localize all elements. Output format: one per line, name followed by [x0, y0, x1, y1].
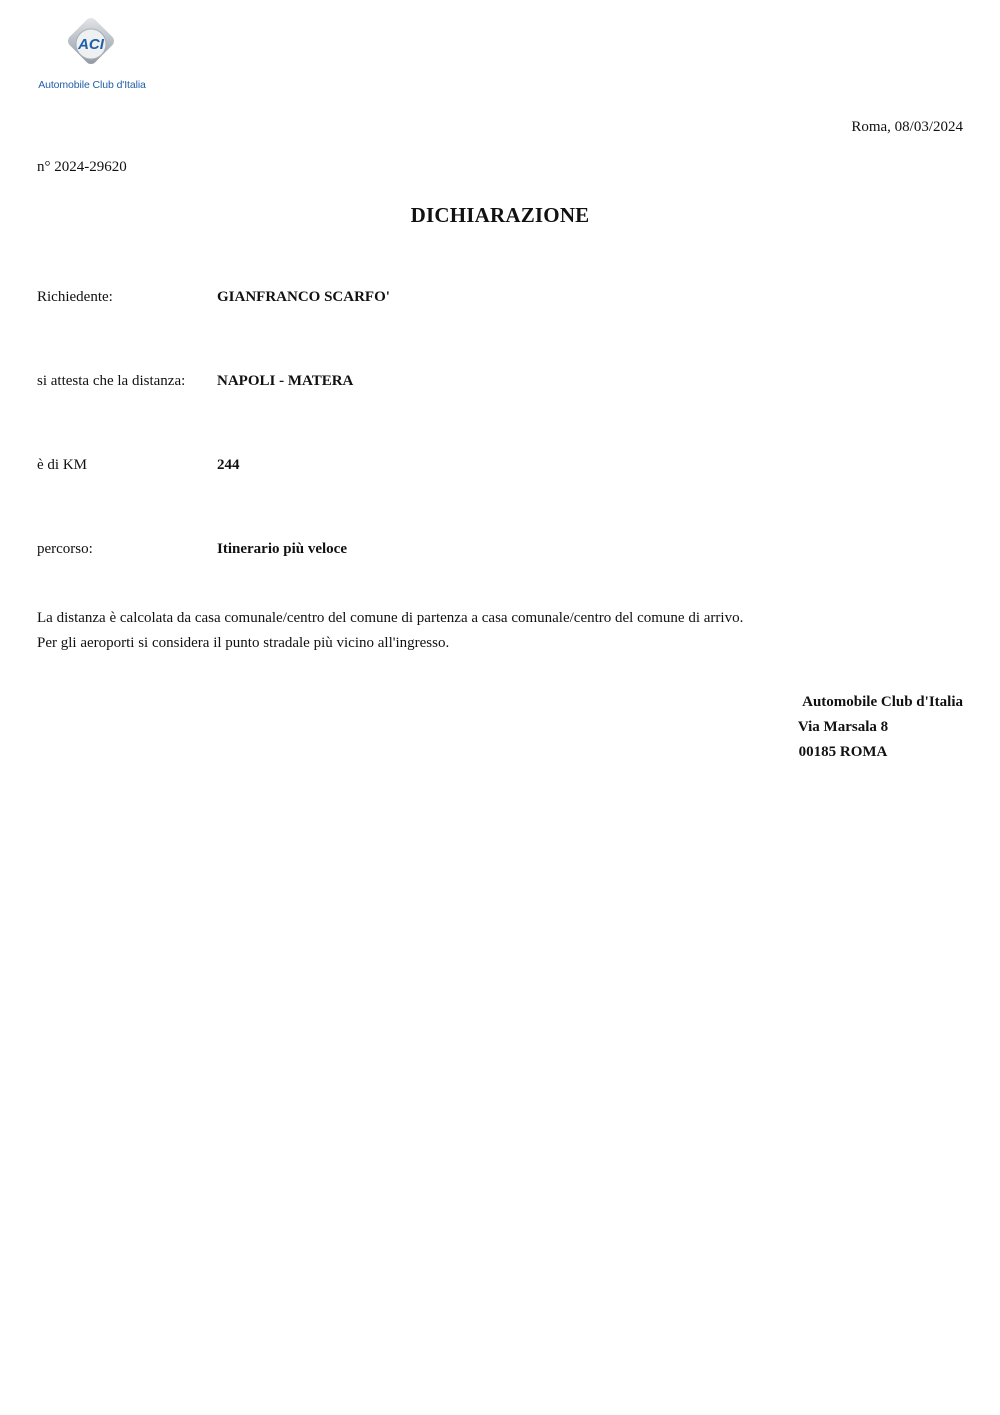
- aci-emblem-icon: [60, 18, 122, 80]
- signature-address: Via Marsala 8: [797, 719, 889, 735]
- document-number: n° 2024-29620: [37, 159, 127, 175]
- field-value: NAPOLI - MATERA: [217, 373, 354, 389]
- page-title: DICHIARAZIONE: [410, 203, 590, 227]
- field-value: 244: [217, 457, 240, 473]
- signature-org: Automobile Club d'Italia: [802, 694, 963, 710]
- field-label: si attesta che la distanza:: [37, 373, 186, 389]
- field-label: Richiedente:: [37, 289, 113, 305]
- document-date: Roma, 08/03/2024: [851, 119, 963, 135]
- signature-block: [723, 690, 963, 765]
- field-value: GIANFRANCO SCARFO': [217, 289, 390, 305]
- aci-logo: [36, 18, 148, 94]
- note-calculation: La distanza è calcolata da casa comunale/centro del comune di partenza a casa comunale/centro del comune di arrivo.: [37, 610, 744, 626]
- logo-caption: Automobile Club d'Italia: [38, 79, 146, 91]
- svg-text:ACI: ACI: [78, 36, 104, 53]
- signature-city: 00185 ROMA: [798, 744, 888, 760]
- field-label: è di KM: [37, 457, 87, 473]
- note-airports: Per gli aeroporti si considera il punto stradale più vicino all'ingresso.: [37, 635, 450, 651]
- field-value: Itinerario più veloce: [217, 541, 347, 557]
- field-label: percorso:: [37, 541, 93, 557]
